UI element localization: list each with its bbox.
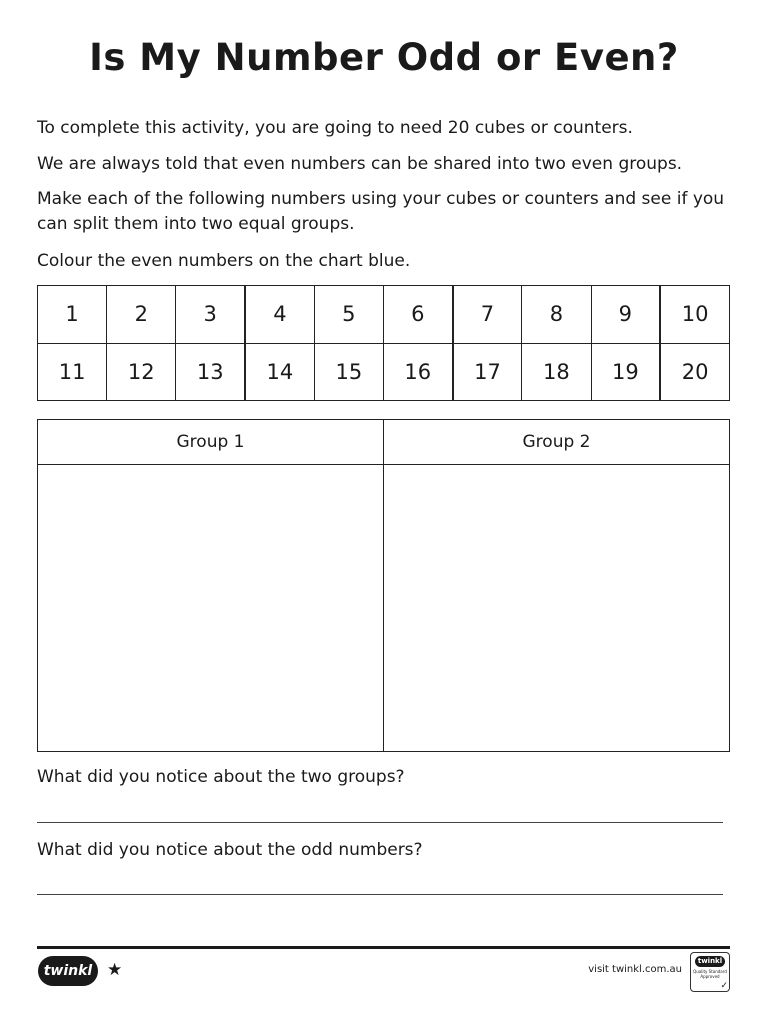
number-cell[interactable]: 9 [591,286,660,344]
footer-divider [37,946,730,949]
number-cell[interactable]: 4 [245,286,314,344]
answer-line-1[interactable] [37,822,723,823]
number-cell[interactable]: 1 [38,286,107,344]
instruction-materials: To complete this activity, you are going to need 20 cubes or counters. [37,118,633,138]
number-cell[interactable]: 8 [522,286,591,344]
number-cell[interactable]: 3 [176,286,245,344]
number-cell[interactable]: 20 [660,343,729,401]
number-cell[interactable]: 10 [660,286,729,344]
number-cell[interactable]: 7 [453,286,522,344]
checkmark-icon: ✓ [720,981,728,991]
number-cell[interactable]: 11 [38,343,107,401]
instruction-split-numbers: Make each of the following numbers using your cubes or counters and see if you can split them into two equal groups. [37,189,725,234]
number-cell[interactable]: 15 [314,343,383,401]
number-cell[interactable]: 13 [176,343,245,401]
page-title: Is My Number Odd or Even? [89,36,679,79]
number-cell[interactable]: 19 [591,343,660,401]
number-chart-row [38,343,730,401]
groups-table [37,419,730,752]
group-2-header: Group 2 [384,420,730,465]
group-1-header: Group 1 [38,420,384,465]
number-cell[interactable]: 5 [314,286,383,344]
badge-text: Quality Standard Approved [693,969,727,979]
badge-logo: twinkl [695,956,725,967]
twinkl-logo: twinkl [38,956,98,986]
instruction-colour-chart: Colour the even numbers on the chart blue. [37,251,411,271]
number-cell[interactable]: 18 [522,343,591,401]
quality-badge [690,952,730,992]
question-odd-numbers: What did you notice about the odd numbers? [37,840,423,860]
number-cell[interactable]: 12 [107,343,176,401]
number-cell[interactable]: 2 [107,286,176,344]
number-chart-row [38,286,730,344]
question-two-groups: What did you notice about the two groups? [37,767,405,787]
instruction-even-groups: We are always told that even numbers can be shared into two even groups. [37,154,683,174]
group-2-area[interactable] [384,465,730,752]
number-cell[interactable]: 14 [245,343,314,401]
number-cell[interactable]: 6 [383,286,452,344]
answer-line-2[interactable] [37,894,723,895]
number-chart [37,285,730,401]
number-cell[interactable]: 16 [383,343,452,401]
star-icon[interactable]: ★ [107,960,123,980]
group-1-area[interactable] [38,465,384,752]
number-cell[interactable]: 17 [453,343,522,401]
visit-link[interactable]: visit twinkl.com.au [588,964,682,975]
